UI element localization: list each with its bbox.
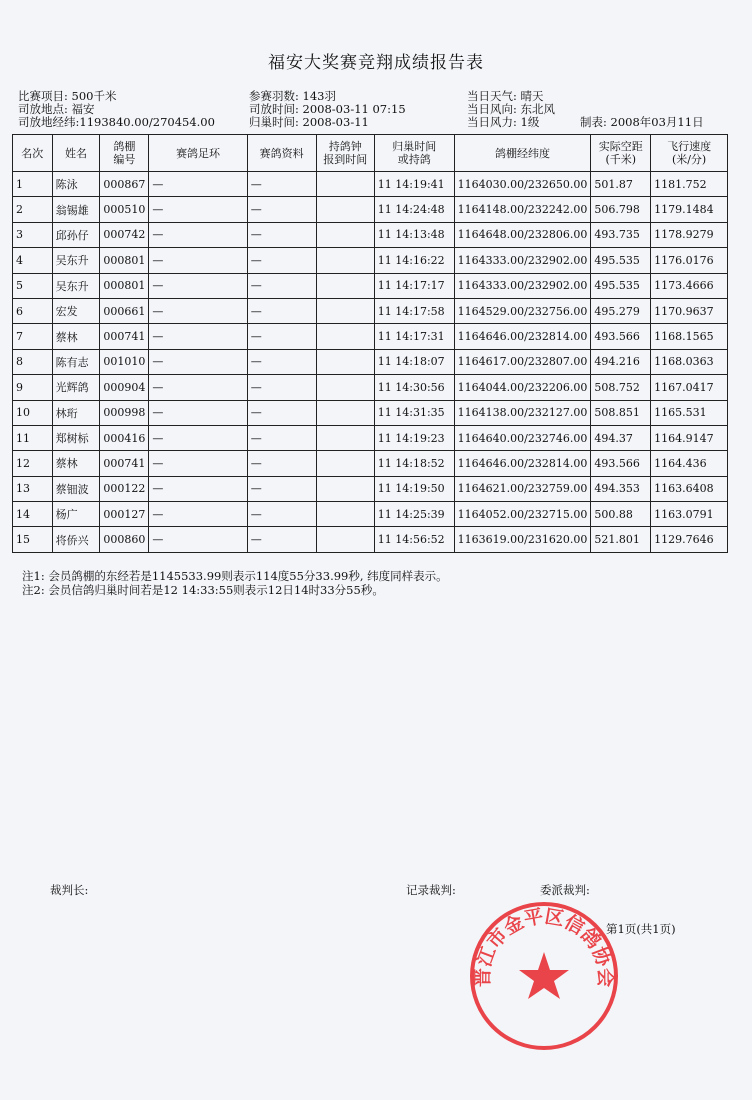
column-header: 姓名 — [52, 135, 100, 172]
cell-ring: — — [149, 476, 247, 501]
cell-ring: — — [149, 425, 247, 450]
cell-rank: 4 — [13, 248, 53, 273]
cell-speed: 1173.4666 — [651, 273, 728, 298]
cell-loft-coordinates: 1164333.00/232902.00 — [454, 273, 591, 298]
cell-clock-time — [316, 324, 374, 349]
cell-bird-info: — — [247, 451, 316, 476]
cell-clock-time — [316, 375, 374, 400]
cell-speed: 1179.1484 — [651, 197, 728, 222]
cell-speed: 1163.0791 — [651, 502, 728, 527]
cell-distance: 495.279 — [591, 298, 651, 323]
cell-name: 蔡林 — [52, 324, 100, 349]
entry-count: 参赛羽数: 143羽 — [249, 89, 336, 103]
cell-speed: 1168.1565 — [651, 324, 728, 349]
cell-loft-coordinates: 1164646.00/232814.00 — [454, 324, 591, 349]
table-row — [13, 425, 728, 450]
cell-bird-info: — — [247, 502, 316, 527]
cell-bird-info: — — [247, 375, 316, 400]
cell-return-time: 11 14:18:52 — [374, 451, 454, 476]
cell-return-time: 11 14:19:23 — [374, 425, 454, 450]
results-table — [12, 134, 728, 553]
cell-bird-info: — — [247, 400, 316, 425]
cell-clock-time — [316, 298, 374, 323]
table-row — [13, 222, 728, 247]
table-row — [13, 476, 728, 501]
cell-name: 邱孙仔 — [52, 222, 100, 247]
cell-distance: 500.88 — [591, 502, 651, 527]
cell-name: 蔡钿波 — [52, 476, 100, 501]
cell-rank: 8 — [13, 349, 53, 374]
cell-loft-id: 000742 — [100, 222, 149, 247]
cell-loft-coordinates: 1164617.00/232807.00 — [454, 349, 591, 374]
header-col-3 — [467, 90, 555, 129]
cell-clock-time — [316, 172, 374, 197]
cell-rank: 3 — [13, 222, 53, 247]
cell-distance: 501.87 — [591, 172, 651, 197]
cell-ring: — — [149, 527, 247, 552]
cell-rank: 6 — [13, 298, 53, 323]
cell-loft-id: 000904 — [100, 375, 149, 400]
cell-bird-info: — — [247, 248, 316, 273]
weather: 当日天气: 晴天 — [467, 89, 544, 103]
table-row — [13, 324, 728, 349]
cell-return-time: 11 14:31:35 — [374, 400, 454, 425]
cell-clock-time — [316, 425, 374, 450]
return-time: 归巢时间: 2008-03-11 — [249, 115, 369, 129]
cell-return-time: 11 14:17:17 — [374, 273, 454, 298]
cell-loft-id: 001010 — [100, 349, 149, 374]
cell-clock-time — [316, 197, 374, 222]
cell-clock-time — [316, 349, 374, 374]
cell-distance: 494.353 — [591, 476, 651, 501]
cell-ring: — — [149, 375, 247, 400]
table-row — [13, 172, 728, 197]
cell-return-time: 11 14:19:41 — [374, 172, 454, 197]
release-location: 司放地点: 福安 — [18, 102, 95, 116]
cell-distance: 506.798 — [591, 197, 651, 222]
cell-distance: 521.801 — [591, 527, 651, 552]
cell-speed: 1181.752 — [651, 172, 728, 197]
column-header: 实际空距 (千米) — [591, 135, 651, 172]
table-row — [13, 273, 728, 298]
notes — [22, 570, 448, 597]
cell-ring: — — [149, 248, 247, 273]
column-header: 归巢时间 或持鸽 — [374, 135, 454, 172]
cell-ring: — — [149, 324, 247, 349]
column-header: 赛鸽足环 — [149, 135, 247, 172]
cell-rank: 13 — [13, 476, 53, 501]
cell-bird-info: — — [247, 298, 316, 323]
cell-return-time: 11 14:13:48 — [374, 222, 454, 247]
cell-loft-coordinates: 1164030.00/232650.00 — [454, 172, 591, 197]
cell-rank: 1 — [13, 172, 53, 197]
header-col-2 — [249, 90, 406, 129]
cell-clock-time — [316, 222, 374, 247]
cell-loft-coordinates: 1164138.00/232127.00 — [454, 400, 591, 425]
table-header-row — [13, 135, 728, 172]
cell-loft-coordinates: 1163619.00/231620.00 — [454, 527, 591, 552]
cell-distance: 493.566 — [591, 451, 651, 476]
cell-distance: 494.37 — [591, 425, 651, 450]
table-row — [13, 375, 728, 400]
cell-loft-id: 000741 — [100, 324, 149, 349]
cell-bird-info: — — [247, 324, 316, 349]
recorder-judge-label: 记录裁判: — [406, 883, 456, 897]
race-item: 比赛项目: 500千米 — [18, 89, 117, 103]
cell-ring: — — [149, 172, 247, 197]
cell-name: 吴东升 — [52, 273, 100, 298]
cell-rank: 14 — [13, 502, 53, 527]
cell-name: 翁锡雄 — [52, 197, 100, 222]
cell-rank: 10 — [13, 400, 53, 425]
cell-loft-id: 000661 — [100, 298, 149, 323]
cell-ring: — — [149, 349, 247, 374]
table-row — [13, 298, 728, 323]
cell-loft-coordinates: 1164648.00/232806.00 — [454, 222, 591, 247]
cell-distance: 508.752 — [591, 375, 651, 400]
cell-loft-coordinates: 1164044.00/232206.00 — [454, 375, 591, 400]
column-header: 赛鸽资料 — [247, 135, 316, 172]
cell-return-time: 11 14:16:22 — [374, 248, 454, 273]
cell-loft-coordinates: 1164333.00/232902.00 — [454, 248, 591, 273]
column-header: 名次 — [13, 135, 53, 172]
wind-direction: 当日风向: 东北风 — [467, 102, 556, 116]
cell-rank: 9 — [13, 375, 53, 400]
cell-speed: 1163.6408 — [651, 476, 728, 501]
seal-star — [519, 952, 569, 999]
cell-name: 宏发 — [52, 298, 100, 323]
cell-name: 陈泳 — [52, 172, 100, 197]
cell-clock-time — [316, 248, 374, 273]
cell-speed: 1170.9637 — [651, 298, 728, 323]
cell-speed: 1167.0417 — [651, 375, 728, 400]
cell-loft-id: 000416 — [100, 425, 149, 450]
made-date: 制表: 2008年03月11日 — [580, 115, 704, 129]
cell-distance: 495.535 — [591, 248, 651, 273]
cell-distance: 495.535 — [591, 273, 651, 298]
column-header: 鸽棚 编号 — [100, 135, 149, 172]
cell-bird-info: — — [247, 349, 316, 374]
official-seal — [468, 900, 620, 1052]
cell-speed: 1164.436 — [651, 451, 728, 476]
table-row — [13, 197, 728, 222]
cell-loft-id: 000510 — [100, 197, 149, 222]
cell-distance: 493.566 — [591, 324, 651, 349]
cell-ring: — — [149, 222, 247, 247]
cell-rank: 7 — [13, 324, 53, 349]
release-coordinates: 司放地经纬:1193840.00/270454.00 — [18, 115, 215, 129]
cell-name: 陈有志 — [52, 349, 100, 374]
cell-speed: 1178.9279 — [651, 222, 728, 247]
cell-name: 光辉鸽 — [52, 375, 100, 400]
cell-name: 吴东升 — [52, 248, 100, 273]
note-2: 注2: 会员信鸽归巢时间若是12 14:33:55则表示12日14时33分55秒。 — [22, 582, 384, 597]
release-time: 司放时间: 2008-03-11 07:15 — [249, 102, 406, 116]
cell-ring: — — [149, 400, 247, 425]
cell-loft-id: 000127 — [100, 502, 149, 527]
cell-loft-coordinates: 1164640.00/232746.00 — [454, 425, 591, 450]
table-row — [13, 451, 728, 476]
cell-speed: 1164.9147 — [651, 425, 728, 450]
cell-loft-id: 000801 — [100, 248, 149, 273]
cell-return-time: 11 14:56:52 — [374, 527, 454, 552]
cell-bird-info: — — [247, 197, 316, 222]
cell-clock-time — [316, 400, 374, 425]
cell-ring: — — [149, 273, 247, 298]
cell-ring: — — [149, 502, 247, 527]
cell-clock-time — [316, 502, 374, 527]
cell-bird-info: — — [247, 476, 316, 501]
cell-clock-time — [316, 273, 374, 298]
cell-return-time: 11 14:17:58 — [374, 298, 454, 323]
cell-loft-coordinates: 1164148.00/232242.00 — [454, 197, 591, 222]
seal-text: 晋江市金平区信鸽协会 — [471, 905, 617, 988]
cell-bird-info: — — [247, 222, 316, 247]
table-row — [13, 400, 728, 425]
cell-bird-info: — — [247, 172, 316, 197]
report-title: 福安大奖赛竞翔成绩报告表 — [268, 53, 484, 73]
cell-loft-id: 000122 — [100, 476, 149, 501]
cell-loft-coordinates: 1164052.00/232715.00 — [454, 502, 591, 527]
cell-return-time: 11 14:19:50 — [374, 476, 454, 501]
cell-return-time: 11 14:18:07 — [374, 349, 454, 374]
cell-speed: 1168.0363 — [651, 349, 728, 374]
cell-name: 林珩 — [52, 400, 100, 425]
note-1: 注1: 会员鸽棚的东经若是1145533.99则表示114度55分33.99秒, 纬度同样表示。 — [22, 569, 448, 583]
cell-name: 蔡林 — [52, 451, 100, 476]
cell-loft-id: 000860 — [100, 527, 149, 552]
cell-ring: — — [149, 298, 247, 323]
cell-return-time: 11 14:24:48 — [374, 197, 454, 222]
cell-clock-time — [316, 527, 374, 552]
wind-force: 当日风力: 1级 — [467, 115, 540, 129]
table-row — [13, 527, 728, 552]
cell-name: 杨广 — [52, 502, 100, 527]
cell-ring: — — [149, 197, 247, 222]
cell-clock-time — [316, 451, 374, 476]
cell-rank: 2 — [13, 197, 53, 222]
cell-ring: — — [149, 451, 247, 476]
cell-rank: 5 — [13, 273, 53, 298]
cell-name: 将侨兴 — [52, 527, 100, 552]
cell-bird-info: — — [247, 425, 316, 450]
cell-name: 郑树标 — [52, 425, 100, 450]
cell-rank: 11 — [13, 425, 53, 450]
table-row — [13, 349, 728, 374]
cell-distance: 494.216 — [591, 349, 651, 374]
table-row — [13, 502, 728, 527]
table-body — [13, 172, 728, 553]
cell-return-time: 11 14:30:56 — [374, 375, 454, 400]
cell-clock-time — [316, 476, 374, 501]
cell-loft-id: 000801 — [100, 273, 149, 298]
cell-loft-coordinates: 1164646.00/232814.00 — [454, 451, 591, 476]
delegate-judge-label: 委派裁判: — [540, 883, 590, 897]
cell-rank: 15 — [13, 527, 53, 552]
cell-bird-info: — — [247, 527, 316, 552]
cell-return-time: 11 14:17:31 — [374, 324, 454, 349]
cell-loft-id: 000867 — [100, 172, 149, 197]
page-number: 第1页(共1页) — [606, 922, 676, 936]
cell-rank: 12 — [13, 451, 53, 476]
cell-speed: 1176.0176 — [651, 248, 728, 273]
cell-speed: 1165.531 — [651, 400, 728, 425]
column-header: 飞行速度 (米/分) — [651, 135, 728, 172]
column-header: 鸽棚经纬度 — [454, 135, 591, 172]
cell-speed: 1129.7646 — [651, 527, 728, 552]
header-col-1 — [18, 90, 215, 129]
chief-judge-label: 裁判长: — [50, 883, 89, 897]
cell-loft-id: 000741 — [100, 451, 149, 476]
cell-bird-info: — — [247, 273, 316, 298]
cell-distance: 493.735 — [591, 222, 651, 247]
cell-loft-id: 000998 — [100, 400, 149, 425]
column-header: 持鸽钟 报到时间 — [316, 135, 374, 172]
cell-return-time: 11 14:25:39 — [374, 502, 454, 527]
cell-distance: 508.851 — [591, 400, 651, 425]
cell-loft-coordinates: 1164621.00/232759.00 — [454, 476, 591, 501]
table-row — [13, 248, 728, 273]
cell-loft-coordinates: 1164529.00/232756.00 — [454, 298, 591, 323]
